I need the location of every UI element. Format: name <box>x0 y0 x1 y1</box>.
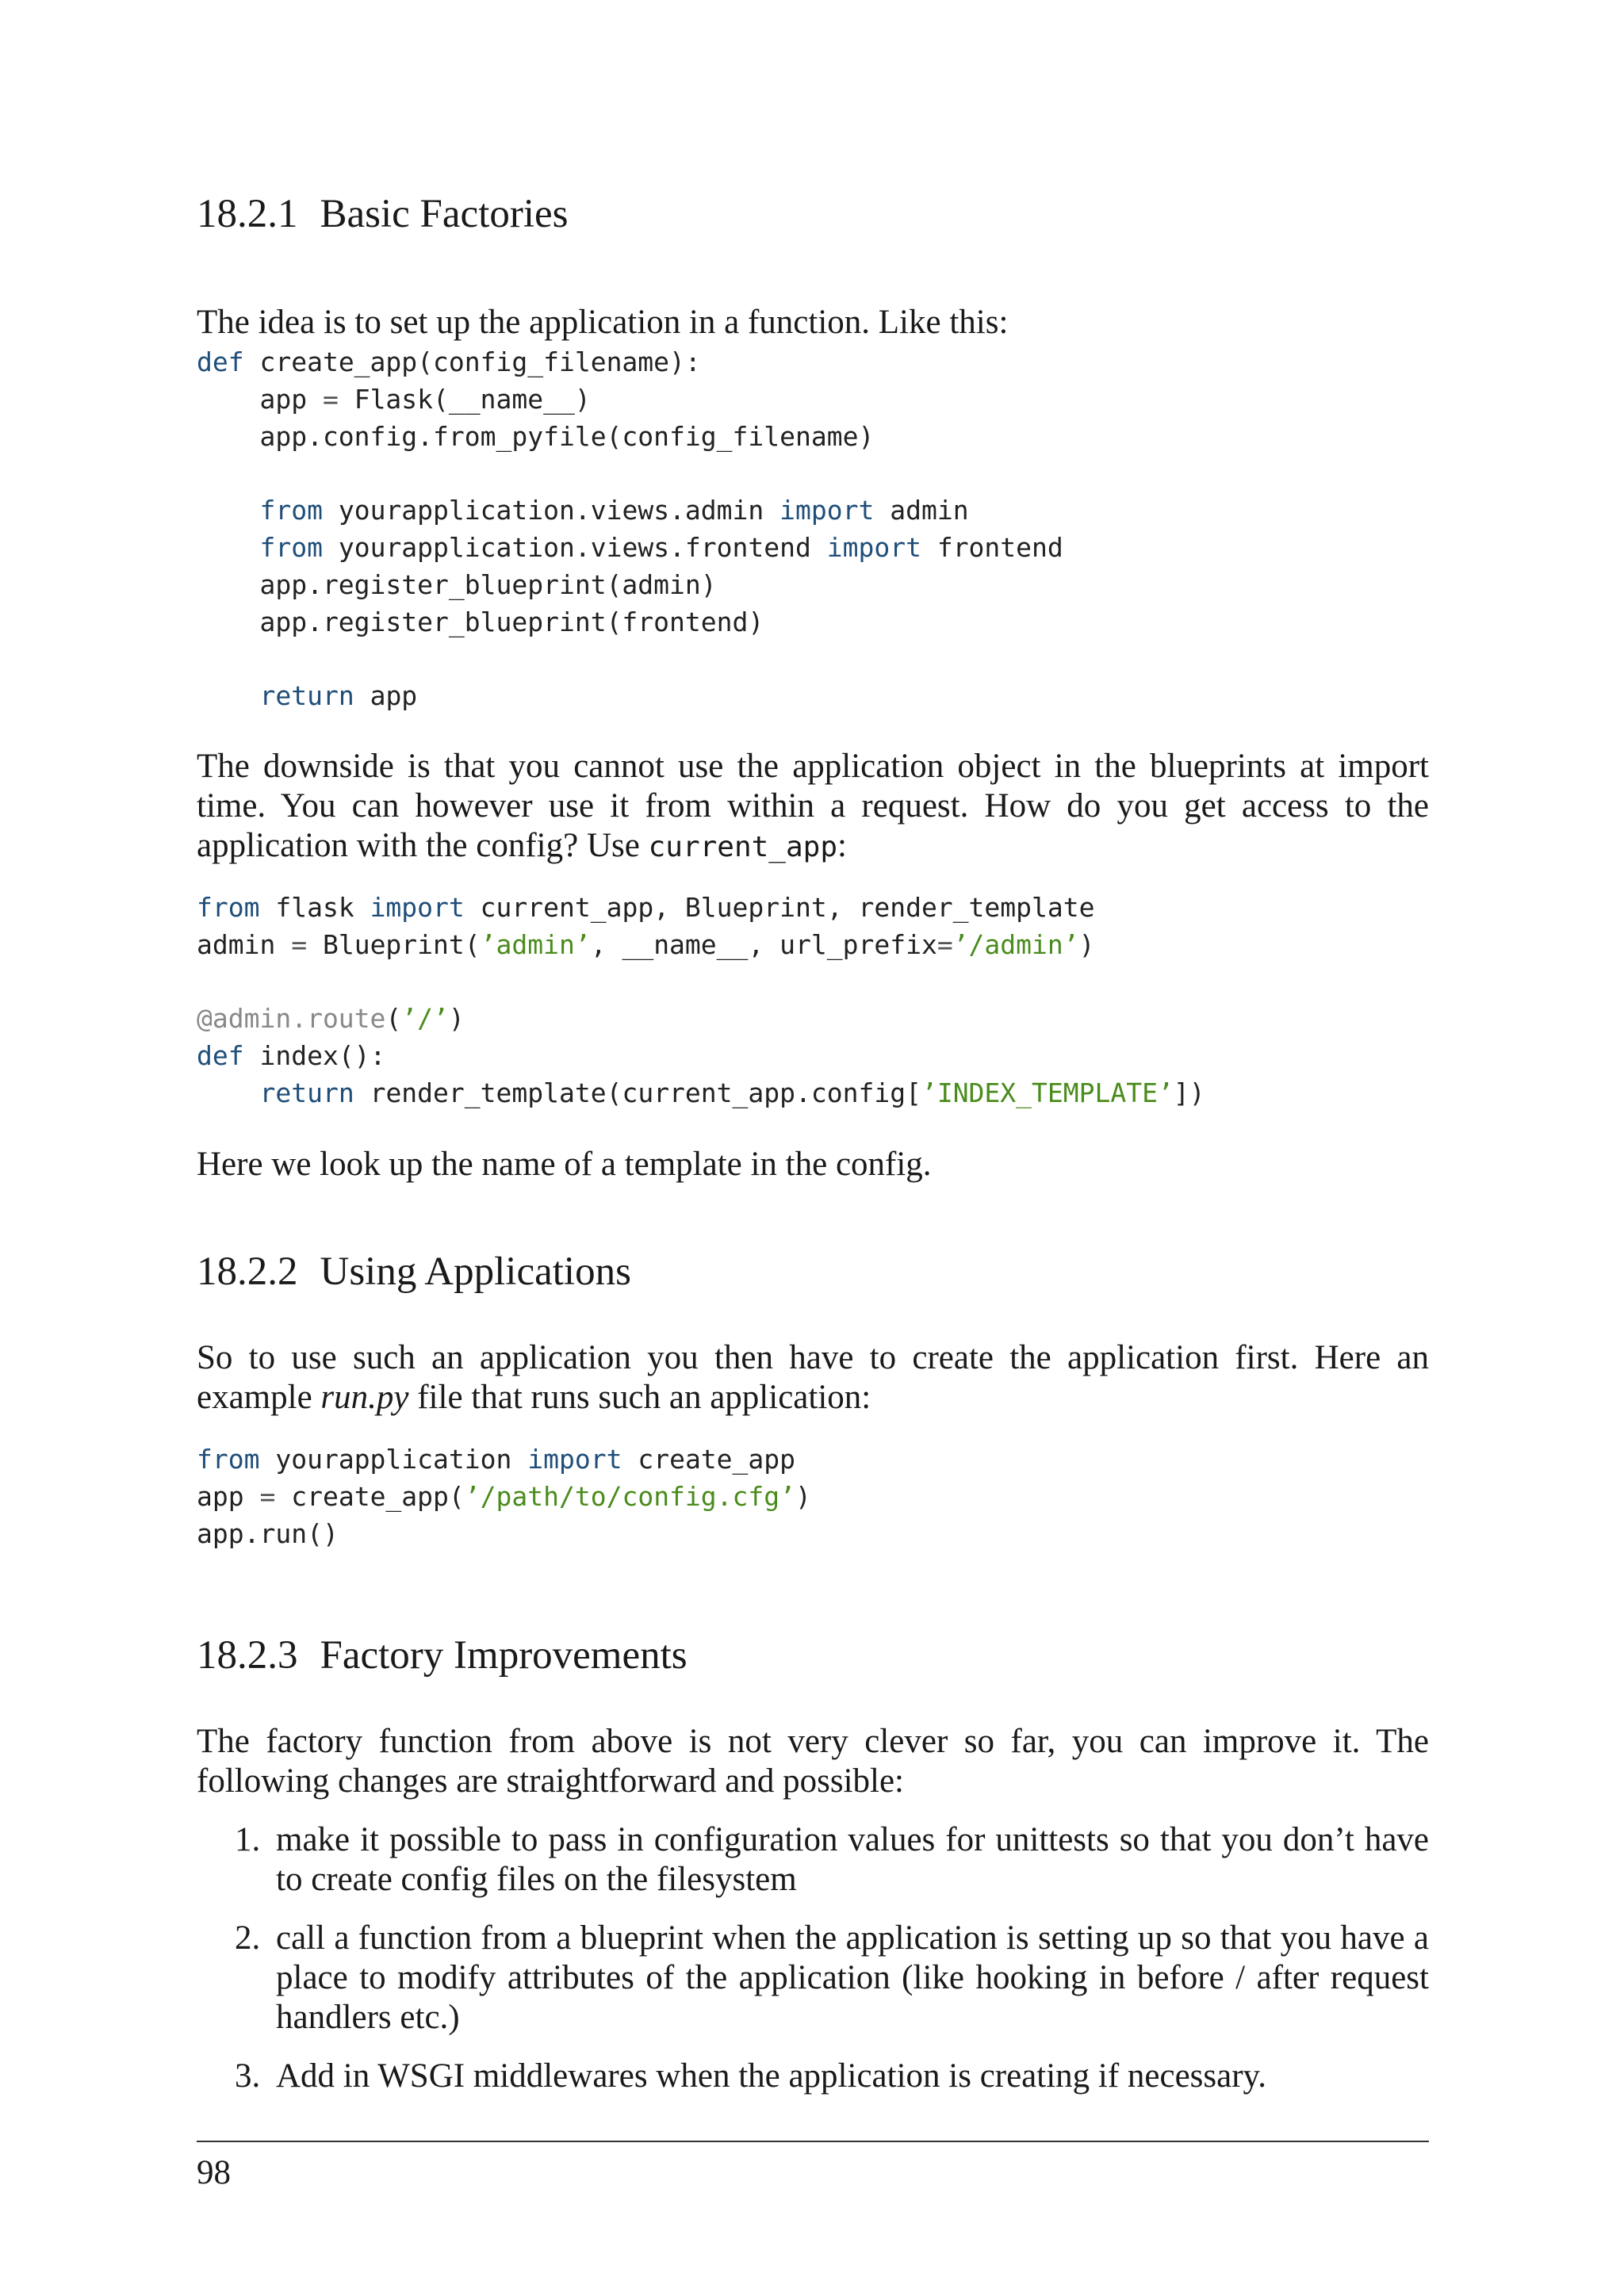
code-block-create-app <box>197 344 1063 715</box>
code-line: admin = Blueprint(’admin’, __name__, url_prefix=’/admin’) <box>197 928 1095 960</box>
section-title: Factory Improvements <box>320 1633 688 1678</box>
code-line: app = Flask(__name__) <box>197 383 591 415</box>
code-block-blueprint <box>197 890 1205 1112</box>
code-line: @admin.route(’/’) <box>197 1003 465 1035</box>
filename-emphasis: run.py <box>320 1379 409 1416</box>
paragraph-intro-using-applications: So to use such an application you then have to create the application first. Here an example run.py file that runs such an application: <box>197 1339 1429 1416</box>
list-marker: 2. <box>235 1919 261 1957</box>
list-item: 1. make it possible to pass in configuration values for unittests so that you don’t have to create config files on the filesystem <box>235 1821 1429 1898</box>
improvements-list <box>197 1820 1429 2115</box>
page-number: 98 <box>197 2154 231 2191</box>
code-line: from yourapplication.views.frontend import frontend <box>259 531 1063 563</box>
list-item: 3. Add in WSGI middlewares when the application is creating if necessary. <box>235 2057 1267 2095</box>
code-line: app.config.from_pyfile(config_filename) <box>197 420 875 452</box>
code-line: app.register_blueprint(frontend) <box>197 606 764 637</box>
code-line: def create_app(config_filename): <box>197 346 701 377</box>
code-line: return app <box>259 680 418 712</box>
code-line: from yourapplication.views.admin import admin <box>259 495 969 526</box>
section-number: 18.2.1 <box>197 192 298 236</box>
paragraph-intro-factory-improvements: The factory function from above is not very clever so far, you can improve it. The following changes are straightforward and possible: <box>197 1723 1429 1800</box>
code-line: def index(): <box>197 1040 386 1072</box>
paragraph-template-lookup: Here we look up the name of a template in the config. <box>197 1146 932 1183</box>
footer-rule <box>197 2141 1429 2142</box>
code-line: from yourapplication import create_app <box>197 1444 796 1475</box>
list-item: 2. call a function from a blueprint when the application is setting up so that you have a place to modify attributes of the application (like hooking in before / after request handlers etc.) <box>235 1919 1429 2036</box>
section-number: 18.2.2 <box>197 1249 298 1294</box>
code-block-run-py <box>197 1441 811 1552</box>
code-line: return render_template(current_app.config[’INDEX_TEMPLATE’]) <box>259 1077 1205 1108</box>
section-heading-basic-factories <box>197 190 569 239</box>
code-line: app.register_blueprint(admin) <box>197 568 717 600</box>
section-heading-using-applications <box>197 1248 631 1296</box>
section-title: Basic Factories <box>320 192 569 236</box>
code-line: app = create_app(’/path/to/config.cfg’) <box>197 1480 811 1512</box>
inline-code: current_app <box>648 831 838 863</box>
section-title: Using Applications <box>320 1249 631 1294</box>
section-number: 18.2.3 <box>197 1633 298 1678</box>
list-marker: 1. <box>235 1821 261 1858</box>
section-heading-factory-improvements <box>197 1632 688 1680</box>
code-line: from flask import current_app, Blueprint, render_template <box>197 892 1095 923</box>
paragraph-downside: The downside is that you cannot use the application object in the blueprints at import time. You can however use it from within a request. How do you get access to the application with the config? Use current_app: <box>197 748 1429 864</box>
list-marker: 3. <box>235 2057 261 2095</box>
code-line: app.run() <box>197 1517 339 1549</box>
paragraph-intro-basic-factories: The idea is to set up the application in a function. Like this: <box>197 304 1009 341</box>
